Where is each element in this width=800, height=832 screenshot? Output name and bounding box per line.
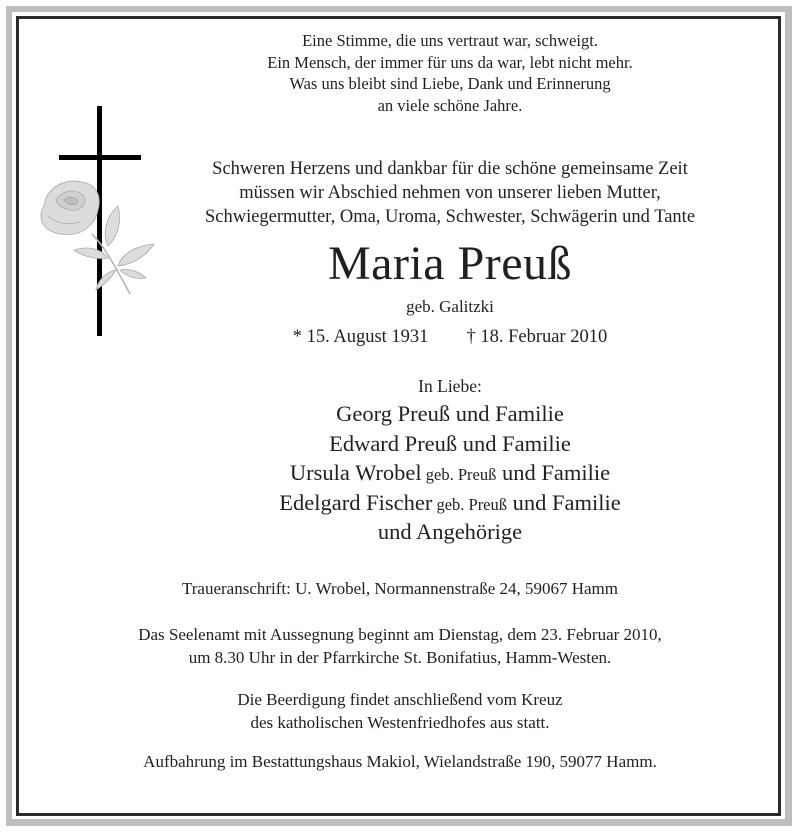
in-love-label: In Liebe:: [418, 376, 482, 396]
mourner-suffix: und Familie: [496, 460, 611, 485]
death-date: † 18. Februar 2010: [466, 327, 608, 347]
burial-info: [20, 688, 780, 734]
intro-line: müssen wir Abschied nehmen von unserer lieben Mutter,: [239, 183, 661, 203]
verse-line: an viele schöne Jahre.: [377, 95, 523, 115]
mourner-item: [120, 430, 780, 460]
verse-line: Ein Mensch, der immer für uns da war, lebt nicht mehr.: [267, 52, 633, 72]
mourner-note: geb. Preuß: [432, 494, 508, 514]
burial-line: des katholischen Westenfriedhofes aus statt.: [250, 713, 550, 732]
mourner-name: Ursula Wrobel: [289, 460, 422, 485]
birth-date: * 15. August 1931: [292, 327, 429, 347]
requiem-info: [20, 623, 780, 669]
mourning-address: Traueranschrift: U. Wrobel, Normannenstraße 24, 59067 Hamm: [181, 579, 619, 598]
requiem-line: um 8.30 Uhr in der Pfarrkirche St. Bonifatius, Hamm-Westen.: [188, 648, 612, 667]
mourner-item: [120, 400, 780, 430]
requiem-line: Das Seelenamt mit Aussegnung beginnt am Dienstag, dem 23. Februar 2010,: [138, 625, 662, 644]
burial-line: Die Beerdigung findet anschließend vom Kreuz: [237, 690, 563, 709]
mourner-suffix: und Familie: [507, 489, 621, 515]
mourner-item: [120, 518, 780, 548]
life-dates: [120, 325, 780, 349]
laying-out-info: Aufbahrung im Bestattungshaus Makiol, Wielandstraße 190, 59077 Hamm.: [143, 752, 657, 771]
verse-line: Was uns bleibt sind Liebe, Dank und Erinnerung: [289, 74, 611, 93]
mourner-name: Edward Preuß: [329, 430, 458, 456]
intro-line: Schweren Herzens und dankbar für die schöne gemeinsame Zeit: [212, 159, 688, 179]
mourners-list: [120, 400, 780, 548]
mourner-name: und Angehörige: [377, 519, 523, 544]
mourner-item: [120, 489, 780, 519]
mourner-note: geb. Preuß: [421, 465, 497, 484]
intro-line: Schwiegermutter, Oma, Uroma, Schwester, Schwägerin und Tante: [204, 207, 696, 227]
mourner-suffix: und Familie: [457, 430, 571, 456]
deceased-name: Maria Preuß: [327, 237, 573, 290]
verse-line: Eine Stimme, die uns vertraut war, schweigt.: [302, 31, 598, 50]
birth-name: geb. Galitzki: [406, 297, 494, 316]
intro-text: [120, 157, 780, 229]
verse: [120, 30, 780, 116]
mourner-suffix: und Familie: [450, 401, 564, 426]
mourner-name: Georg Preuß: [336, 401, 451, 426]
mourner-name: Edelgard Fischer: [279, 489, 433, 515]
mourner-item: [120, 459, 780, 489]
